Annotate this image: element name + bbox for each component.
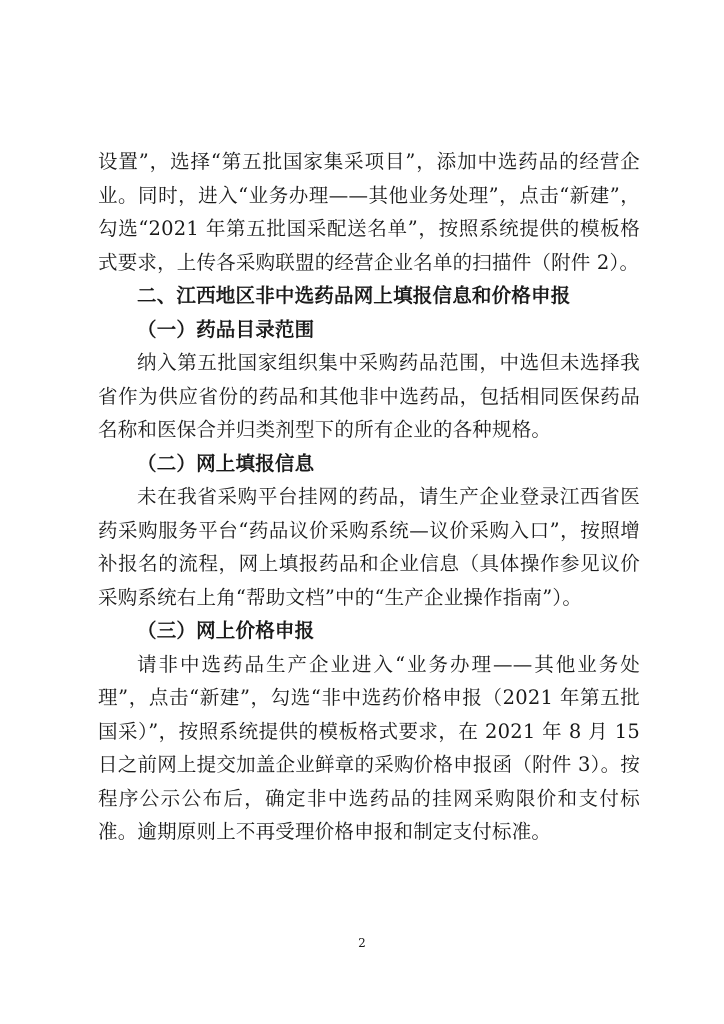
subheading-1: （一）药品目录范围 — [137, 317, 315, 341]
page-number: 2 — [358, 936, 366, 950]
subheading-2: （二）网上填报信息 — [137, 451, 315, 475]
paragraph-price-declaration: 请非中选药品生产企业进入“业务办理——其他业务处理”，点击“新建”，勾选“非中选药价格申报（2021 年第五批国采）”，按照系统提供的模板格式要求，在 2021 年 8 月 15 日之前网上提交加盖企业鲜章的采购价格申报函（附件 3）。按程序公示公布后，确定非中选药品的挂网采购限价和支付标准。逾期原则上不再受理价格申报和制定支付标准。 — [98, 652, 640, 843]
paragraph-drug-scope: 纳入第五批国家组织集中采购药品范围，中选但未选择我省作为供应省份的药品和其他非中选药品，包括相同医保药品名称和医保合并归类剂型下的所有企业的各种规格。 — [98, 351, 640, 441]
paragraph-online-info: 未在我省采购平台挂网的药品，请生产企业登录江西省医药采购服务平台“药品议价采购系统—议价采购入口”，按照增补报名的流程，网上填报药品和企业信息（具体操作参见议价采购系统右上角“帮助文档”中的“生产企业操作指南”）。 — [98, 485, 640, 609]
paragraph-continuation: 设置”，选择“第五批国家集采项目”，添加中选药品的经营企业。同时，进入“业务办理——其他业务处理”，点击“新建”，勾选“2021 年第五批国采配送名单”，按照系统提供的模板格式要求，上传各采购联盟的经营企业名单的扫描件（附件 2）。 — [98, 150, 640, 274]
subheading-3: （三）网上价格申报 — [137, 619, 315, 642]
section-heading-2: 二、江西地区非中选药品网上填报信息和价格申报 — [137, 284, 571, 307]
